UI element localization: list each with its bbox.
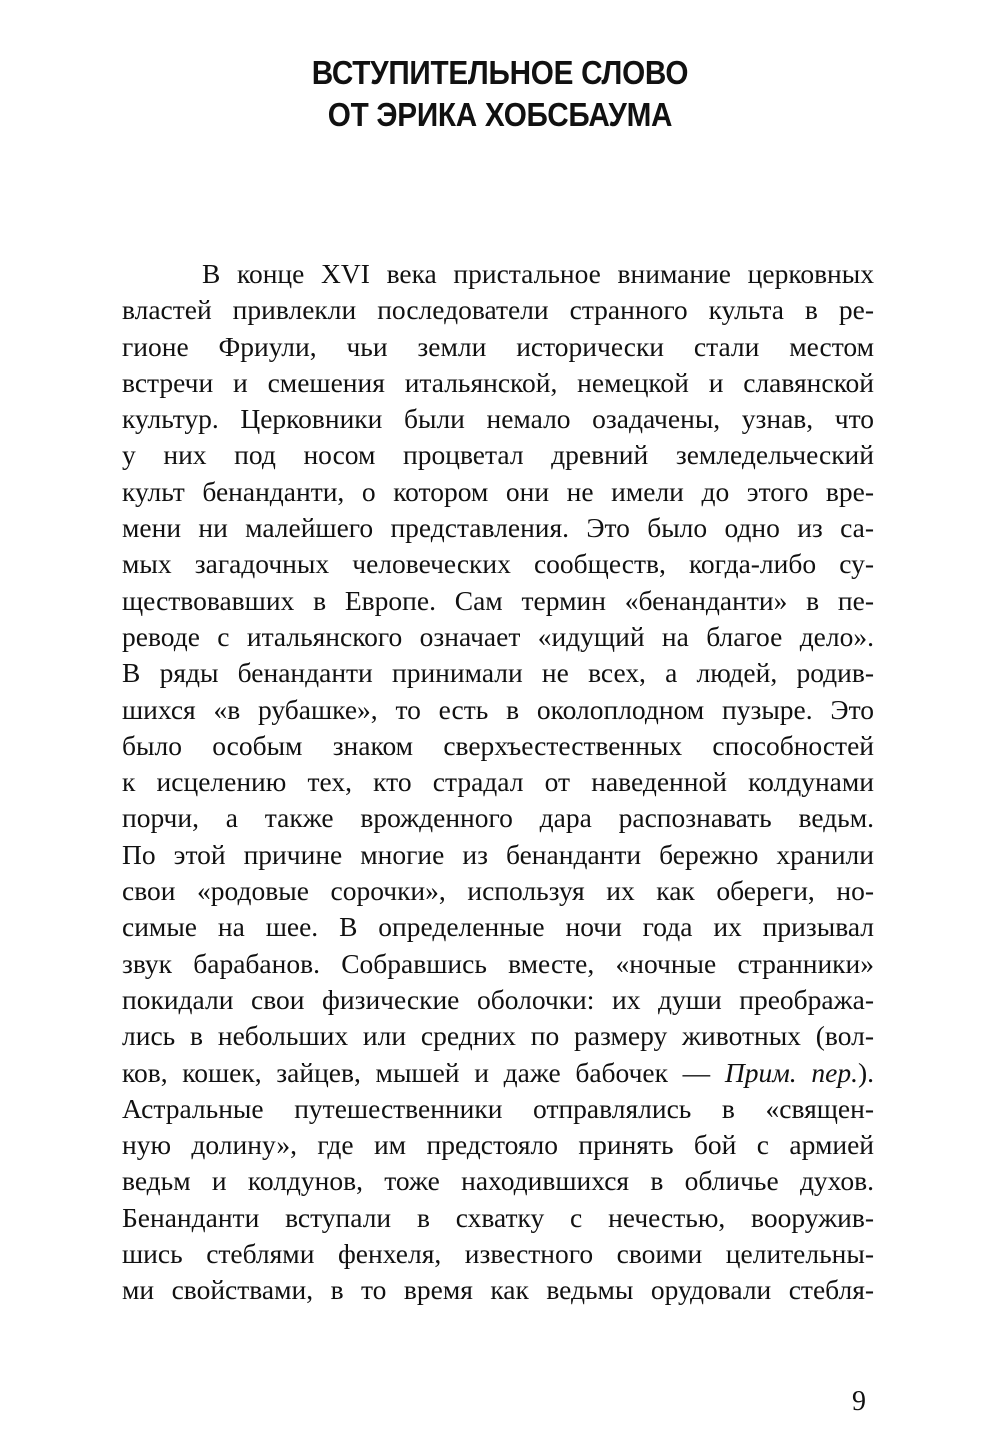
chapter-title [50,52,950,136]
page-number: 9 [852,1386,866,1417]
text-line: ную долину», где им предстояло принять бой с армией [122,1129,874,1161]
chapter-title-line-1: ВСТУПИТЕЛЬНОЕ СЛОВО [311,54,689,91]
text-line: шись стеблями фенхеля, известного своими целительны- [122,1238,874,1270]
text-line: ведьм и колдунов, тоже находившихся в обличье духов. [122,1165,874,1197]
text-line: В ряды бенанданти принимали не всех, а людей, родив- [122,657,874,689]
text-line: Астральные путешественники отправлялись в «священ- [122,1092,874,1124]
text-line: звук барабанов. Собравшись вместе, «ночные странники» [122,947,874,979]
note-close: ). [857,1056,874,1088]
text-line: было особым знаком сверхъестественных способностей [122,729,874,761]
text-line: порчи, а также врожденного дара распознавать ведьм. [122,802,874,834]
text-line-with-note [122,1055,874,1091]
text-line: По этой причине многие из бенанданти бережно хранили [122,838,874,870]
text-line: реводе с итальянского означает «идущий на благое дело». [122,620,874,652]
text-line: В конце XVI века пристальное внимание церковных [202,258,874,289]
text-line: встречи и смешения итальянской, немецкой и славянской [122,366,874,398]
text-line: Бенанданти вступали в схватку с нечестью, вооружив- [122,1201,874,1233]
text-line: у них под носом процветал древний земледельческий [122,439,874,471]
text-line: властей привлекли последователи странного культа в ре- [122,294,874,326]
text-line: к исцелению тех, кто страдал от наведенной колдунами [122,766,874,798]
text-line: симые на шее. В определенные ночи года их призывал [122,911,874,943]
text-line: лись в небольших или средних по размеру животных (вол- [122,1020,874,1052]
text-line: ществовавших в Европе. Сам термин «бенанданти» в пе- [122,584,874,616]
text-line: культ бенанданти, о котором они не имели до этого вре- [122,475,874,507]
body-text [122,256,874,1309]
translator-note: Прим. пер. [724,1056,858,1088]
text-line: покидали свои физические оболочки: их души преобража- [122,983,874,1015]
text-line: свои «родовые сорочки», используя их как обереги, но- [122,875,874,907]
text-line: гионе Фриули, чьи земли исторически стали местом [122,330,874,362]
chapter-title-line-2: ОТ ЭРИКА ХОБСБАУМА [327,96,673,133]
text-line: мени ни малейшего представления. Это было одно из са- [122,512,874,544]
text-line: ми свойствами, в то время как ведьмы орудовали стебля- [122,1274,874,1306]
text-line: шихся «в рубашке», то есть в околоплодном пузыре. Это [122,693,874,725]
text-line: культур. Церковники были немало озадачены, узнав, что [122,403,874,435]
text-line-segment: ков, кошек, зайцев, мышей и даже бабочек — [122,1056,711,1088]
text-line: мых загадочных человеческих сообществ, когда-либо су- [122,548,874,580]
